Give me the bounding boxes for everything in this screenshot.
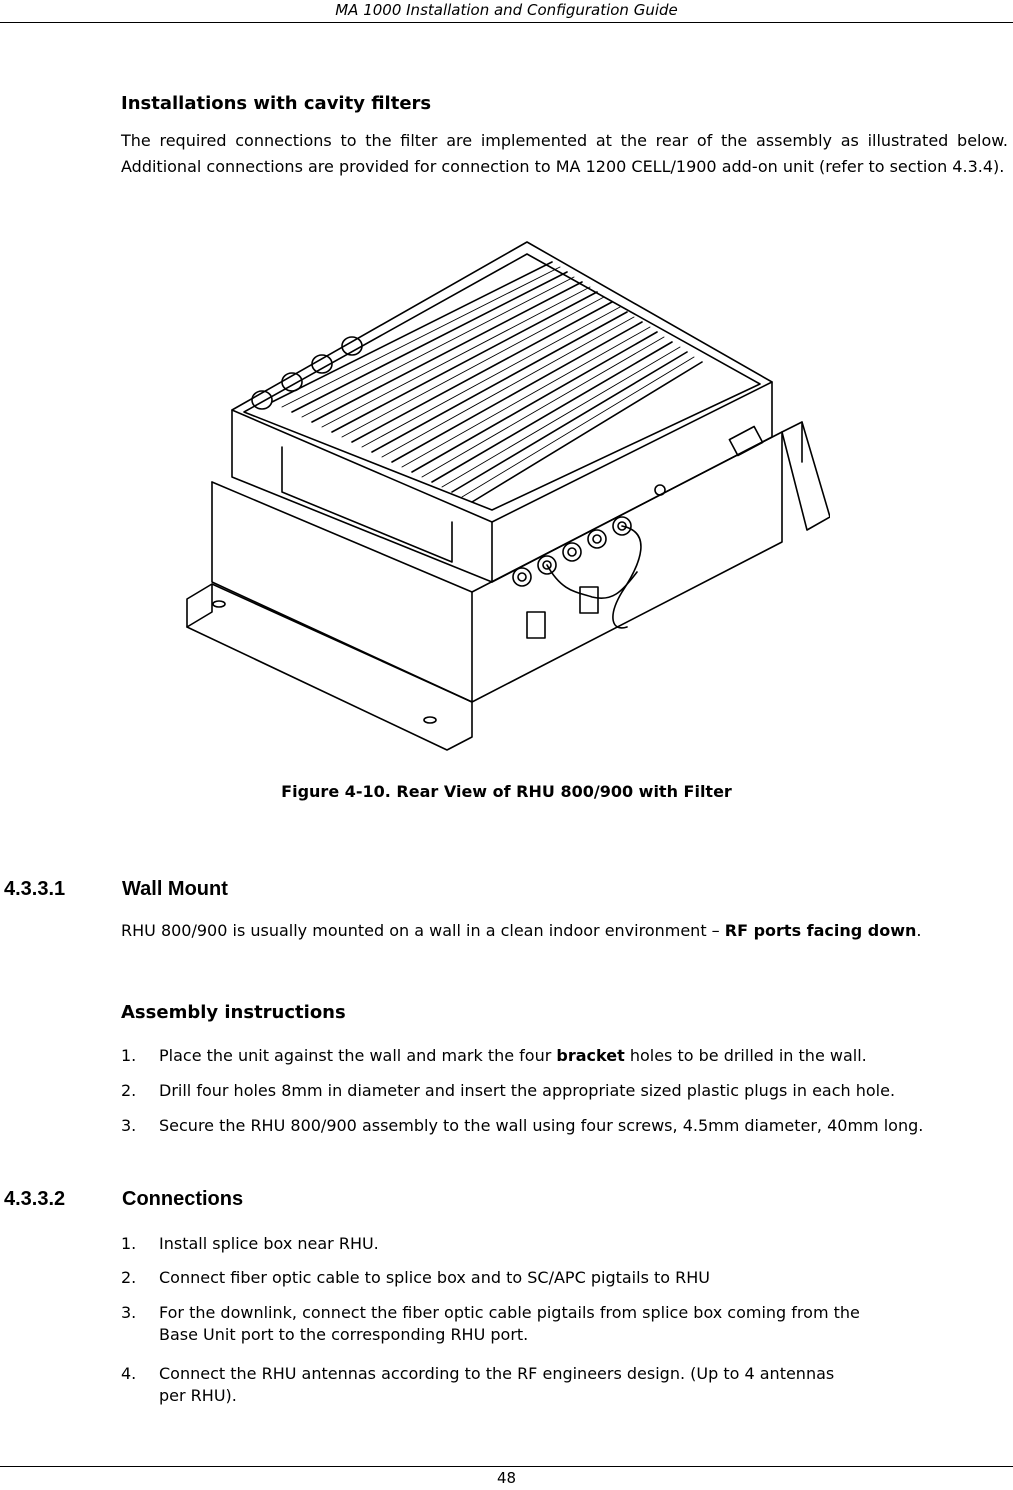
figure-caption: Figure 4-10. Rear View of RHU 800/900 with Filter xyxy=(281,782,732,801)
list-text: For the downlink, connect the fiber optic cable pigtails from splice box coming from the Base Unit port to the corresponding RHU port. xyxy=(159,1303,860,1344)
list-text: Connect fiber optic cable to splice box and to SC/APC pigtails to RHU xyxy=(159,1268,710,1287)
cavity-filters-heading: Installations with cavity filters xyxy=(121,93,432,114)
wall-mount-text-end: . xyxy=(916,921,922,940)
wall-mount-section-number: 4.3.3.1 xyxy=(4,878,66,900)
list-text: Connect the RHU antennas according to the RF engineers design. (Up to 4 antennas per RHU). xyxy=(159,1364,835,1405)
list-text-pre: Place the unit against the wall and mark the four xyxy=(159,1046,557,1065)
rhu-line-drawing xyxy=(182,232,830,752)
list-number: 2. xyxy=(121,1268,137,1287)
page-header xyxy=(0,0,1013,23)
list-number: 3. xyxy=(121,1116,137,1135)
connections-section-title: Connections xyxy=(122,1188,244,1210)
rhu-rear-view-figure xyxy=(182,232,830,752)
list-text-post: holes to be drilled in the wall. xyxy=(624,1046,867,1065)
list-number: 3. xyxy=(121,1303,137,1322)
list-text: Secure the RHU 800/900 assembly to the wall using four screws, 4.5mm diameter, 40mm long. xyxy=(159,1116,924,1135)
list-number: 1. xyxy=(121,1046,137,1065)
assembly-instructions-heading: Assembly instructions xyxy=(121,1002,346,1023)
list-text: Install splice box near RHU. xyxy=(159,1234,379,1253)
wall-mount-text-start: RHU 800/900 is usually mounted on a wall in a clean indoor environment – xyxy=(121,921,725,940)
list-text-bold: bracket xyxy=(556,1046,625,1065)
list-number: 2. xyxy=(121,1081,137,1100)
page-number: 48 xyxy=(496,1469,517,1487)
wall-mount-paragraph xyxy=(121,918,1008,944)
connections-section-number: 4.3.3.2 xyxy=(4,1188,66,1210)
header-title: MA 1000 Installation and Configuration Guide xyxy=(335,1,678,19)
wall-mount-section-title: Wall Mount xyxy=(122,878,228,900)
list-number: 4. xyxy=(121,1364,137,1383)
list-number: 1. xyxy=(121,1234,137,1253)
list-text xyxy=(159,1045,999,1067)
list-text: Drill four holes 8mm in diameter and insert the appropriate sized plastic plugs in each hole. xyxy=(159,1081,896,1100)
wall-mount-text-bold: RF ports facing down xyxy=(724,921,917,940)
footer-rule xyxy=(0,1466,1013,1467)
cavity-filters-paragraph: The required connections to the filter are implemented at the rear of the assembly as illustrated below. Additional connections are provided for connection to MA 1200 CELL/1900 add-on unit (refer to section 4.3.4). xyxy=(121,131,1008,176)
